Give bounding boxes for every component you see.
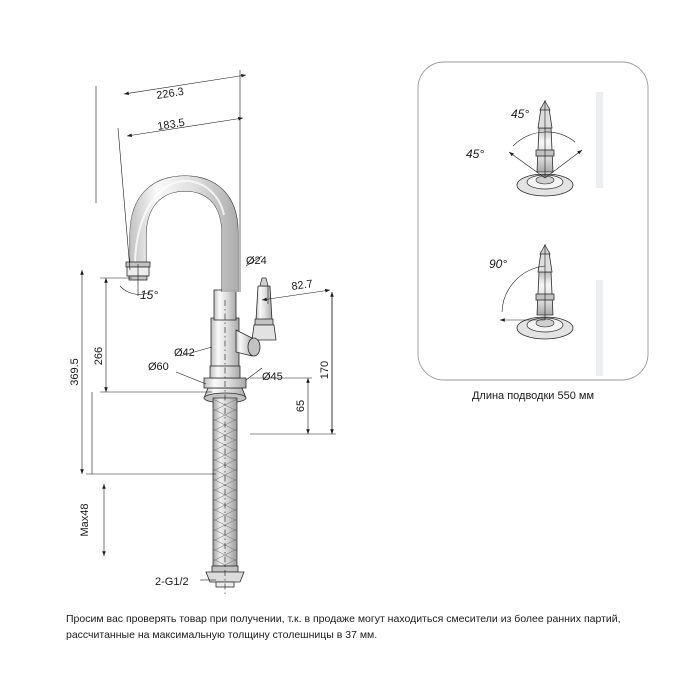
inset-angle-90: 90° (489, 257, 508, 271)
dim-65: 65 (295, 399, 307, 413)
dim-dia-42: Ø42 (174, 347, 195, 359)
faucet-handle (252, 278, 276, 340)
label-thread: 2-G1/2 (155, 576, 189, 588)
footer-line-1: Просим вас проверять товар при получении, т.к. в продаже могут находиться смесители из более ранних партий, (66, 613, 621, 625)
dimension-lines (69, 70, 336, 596)
dim-82-7: 82.7 (290, 278, 314, 293)
dim-max-48: Max48 (79, 503, 91, 537)
angle-15: 15° (140, 288, 159, 302)
handle-rotation-inset (418, 62, 648, 380)
dim-dia-60: Ø60 (148, 361, 169, 373)
inset-angle-45-left: 45° (466, 147, 485, 161)
inset-caption: Длина подводки 550 мм (471, 390, 595, 402)
footer-note (66, 612, 646, 644)
dim-dia-24: Ø24 (246, 255, 267, 267)
dim-183-5: 183.5 (156, 116, 186, 133)
dim-266: 266 (93, 346, 105, 366)
dim-dia-45: Ø45 (262, 371, 283, 383)
dim-226-3: 226.3 (155, 85, 185, 102)
footer-line-2: рассчитанные на максимальную толщину столешницы в 37 мм. (66, 629, 378, 642)
dim-369-5: 369.5 (69, 358, 81, 386)
faucet-body-illustration (126, 176, 276, 587)
dim-170: 170 (319, 360, 331, 380)
inset-angle-45-right: 45° (511, 107, 530, 121)
